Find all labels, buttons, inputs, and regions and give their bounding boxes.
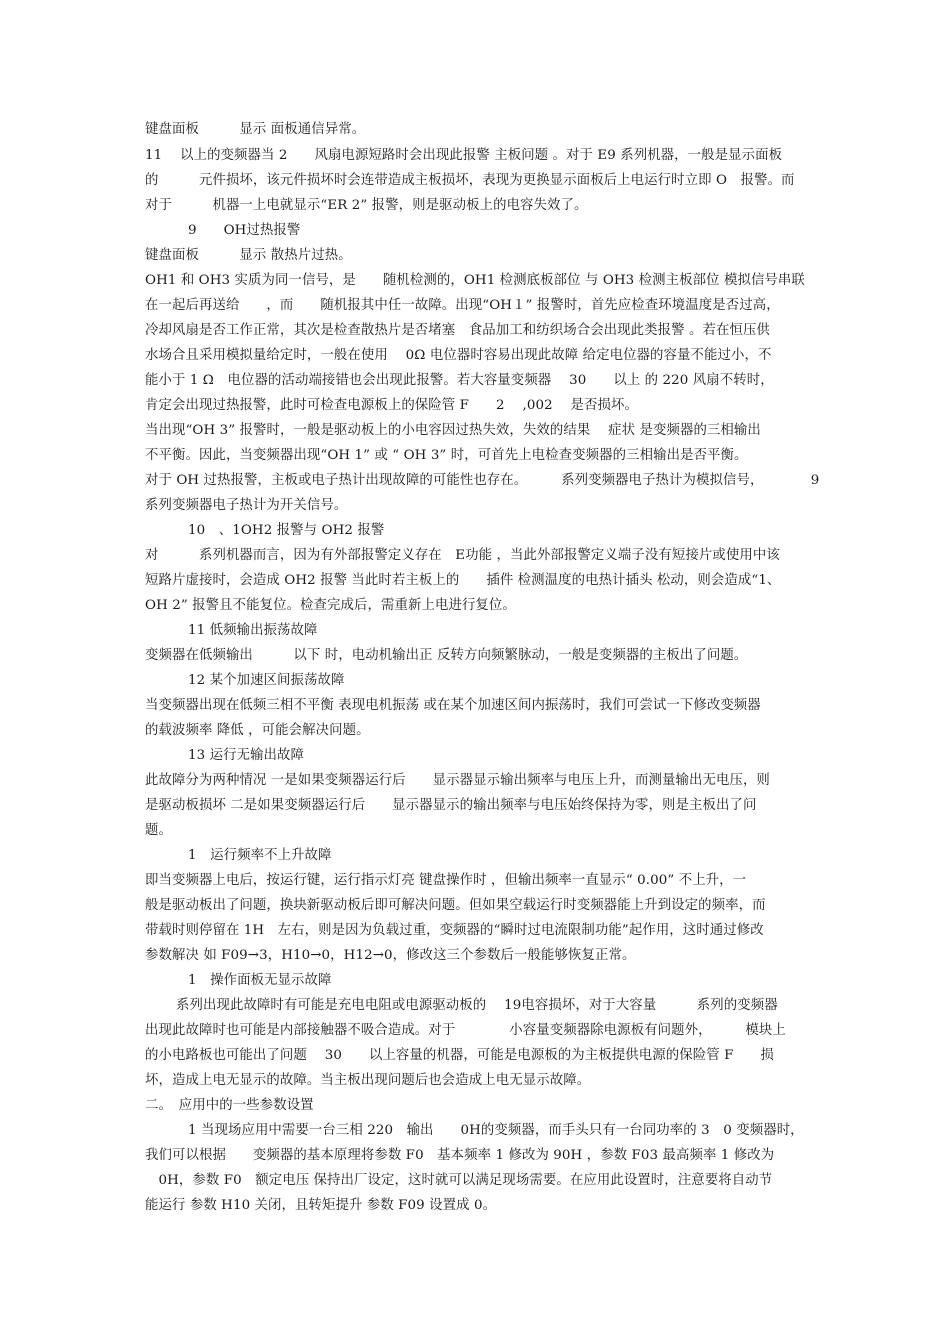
text-line: 水场合且采用模拟量给定时，一般在使用 0Ω 电位器时容易出现此故障 给定电位器的容量不能过小，不 — [145, 348, 772, 363]
text-line: 能小于 1 Ω 电位器的活动端接错也会出现此报警。若大容量变频器 30 以上 的 220 风扇不转时， — [145, 373, 774, 388]
section-heading: 1 运行频率不上升故障 — [188, 848, 332, 863]
text-line: 对于 OH 过热报警，主板或电子热计出现故障的可能性也存在。 系列变频器电子热计为模拟信号， 9 — [145, 473, 820, 488]
text-line: 键盘面板 显示 散热片过热。 — [145, 248, 352, 263]
section-heading: 9 OH过热报警 — [188, 223, 301, 238]
text-line: 短路片虚接时，会造成 OH2 报警 当此时若主板上的 插件 检测温度的电热计插头 松动，则会造成“1、 — [145, 573, 781, 588]
text-line: 在一起后再送给 ，而 随机报其中任一故障。出现“OH１” 报警时，首先应检查环境温度是否过高， — [145, 298, 780, 313]
text-line: 带载时则停留在 1H 左右，则是因为负载过重，变频器的“瞬时过电流限制功能”起作用，这时通过修改 — [145, 923, 764, 938]
text-line: 是驱动板损坏 二是如果变频器运行后 显示器显示的输出频率与电压始终保持为零，则是主板出了问 — [145, 798, 757, 813]
text-line: 当出现“OH 3” 报警时，一般是驱动板上的小电容因过热失效，失效的结果 症状 是变频器的三相输出 — [145, 423, 761, 438]
section-heading: 二。 应用中的一些参数设置 — [145, 1098, 314, 1113]
text-line: 不平衡。因此，当变频器出现“OH 1” 或 “ OH 3” 时，可首先上电检查变频器的三相输出是否平衡。 — [145, 448, 748, 463]
text-line: 冷却风扇是否工作正常，其次是检查散热片是否堵塞 食品加工和纺织场合会出现此类报警 。若在恒压供 — [145, 323, 770, 338]
text-line: 肯定会出现过热报警，此时可检查电源板上的保险管 F 2 ,002 是否损坏。 — [145, 398, 638, 413]
section-heading: 13 运行无输出故障 — [188, 748, 305, 763]
text-line: 11 以上的变频器当 2 风扇电源短路时会出现此报警 主板问题 。对于 E9 系列机器，一般是显示面板 — [145, 148, 783, 163]
text-line: 1 当现场应用中需要一台三相 220 输出 0H的变频器，而手头只有一台同功率的 3 0 变频器时， — [188, 1123, 804, 1138]
text-line: 系列变频器电子热计为开关信号。 — [145, 498, 348, 513]
text-line: 参数解决 如 F09→3，H10→0，H12→0，修改这三个参数后一般能够恢复正常。 — [145, 948, 636, 963]
text-line: 出现此故障时也可能是内部接触器不吸合造成。对于 小容量变频器除电源板有问题外， 模块上 — [145, 1023, 786, 1038]
text-line: 即当变频器上电后，按运行键，运行指示灯亮 键盘操作时 ，但输出频率一直显示“ 0.00” 不上升，一 — [145, 873, 747, 888]
text-line: OH1 和 OH3 实质为同一信号，是 随机检测的，OH1 检测底板部位 与 OH3 检测主板部位 模拟信号串联 — [145, 273, 805, 288]
text-line: 系列出现此故障时有可能是充电电阻或电源驱动板的 19电容损坏，对于大容量 系列的变频器 — [176, 998, 778, 1013]
text-line: 能运行 参数 H10 关闭，且转矩提升 参数 F09 设置成 0。 — [145, 1198, 497, 1213]
section-heading: 12 某个加速区间振荡故障 — [188, 673, 345, 688]
text-line: 此故障分为两种情况 一是如果变频器运行后 显示器显示输出频率与电压上升，而测量输出无电压，则 — [145, 773, 770, 788]
text-line: 对于 机器一上电就显示“ER 2” 报警，则是驱动板上的电容失效了。 — [145, 198, 588, 213]
text-line: OH 2” 报警且不能复位。检查完成后，需重新上电进行复位。 — [145, 598, 516, 613]
text-line: 般是驱动板出了问题，换块新驱动板后即可解决问题。但如果空载运行时变频器能上升到设定的频率，而 — [145, 898, 766, 913]
text-line: 对 系列机器而言，因为有外部报警定义存在 E功能 ，当此外部报警定义端子没有短接片或使用中该 — [145, 548, 780, 563]
section-heading: 1 操作面板无显示故障 — [188, 973, 332, 988]
text-line: 当变频器出现在低频三相不平衡 表现电机振荡 或在某个加速区间内振荡时，我们可尝试一下修改变频器 — [145, 698, 761, 713]
section-heading: 11 低频输出振荡故障 — [188, 623, 318, 638]
text-line: 0H，参数 F0 额定电压 保持出厂设定，这时就可以满足现场需要。在应用此设置时，注意要将自动节 — [145, 1173, 773, 1188]
text-line: 题。 — [145, 823, 172, 838]
text-line: 键盘面板 显示 面板通信异常。 — [145, 122, 366, 137]
text-line: 坏，造成上电无显示的故障。当主板出现问题后也会造成上电无显示故障。 — [145, 1073, 591, 1088]
text-line: 的 元件损坏，该元件损坏时会连带造成主板损坏，表现为更换显示面板后上电运行时立即 O 报警。而 — [145, 173, 795, 188]
text-line: 变频器在低频输出 以下 时，电动机输出正 反转方向频繁脉动，一般是变频器的主板出了问题。 — [145, 648, 748, 663]
text-line: 的小电路板也可能出了问题 30 以上容量的机器，可能是电源板的为主板提供电源的保险管 F 损 — [145, 1048, 774, 1063]
text-line: 我们可以根据 变频器的基本原理将参数 F0 基本频率 1 修改为 90H ，参数 F03 最高频率 1 修改为 — [145, 1148, 775, 1163]
text-line: 的载波频率 降低 ，可能会解决问题。 — [145, 723, 370, 738]
section-heading: 10 、1OH2 报警与 OH2 报警 — [188, 523, 385, 538]
